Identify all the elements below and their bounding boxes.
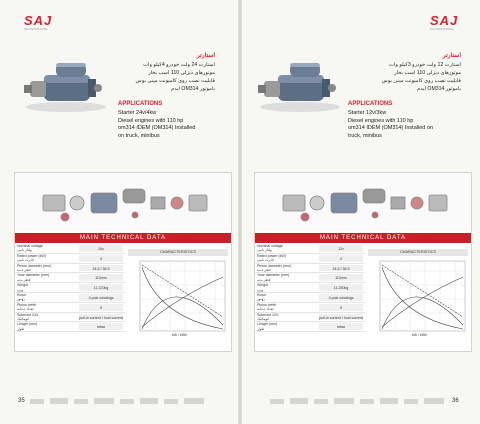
applications-heading: APPLICATIONS	[118, 101, 163, 107]
footer-vehicle-icons	[270, 396, 450, 406]
spec-row: Rated power (kW) قدرت نامی 4	[15, 254, 125, 264]
product-title-fa: استارتر	[442, 53, 461, 59]
applications-heading: APPLICATIONS	[348, 101, 393, 107]
saj-logo-right: SAJ SAJ INDUSTRIAL	[430, 13, 459, 31]
characteristics-chart	[128, 249, 228, 341]
starter-motor-image	[22, 55, 110, 115]
spec-row: Weight وزن 11.220kg	[15, 283, 125, 293]
spec-row: Rated power (kW) قدرت نامی 3	[255, 254, 365, 264]
spec-row: Length (mm) طول mbar	[255, 322, 365, 332]
footer-vehicle-icons	[30, 396, 210, 406]
starter-motor-image	[256, 55, 344, 115]
product-title-fa: استارتر	[196, 53, 215, 59]
chart-xlabel: kW / kWh	[412, 333, 427, 337]
characteristics-chart	[368, 249, 468, 341]
product-description-fa: استارت 12 ولت خودرو 3کیلو وات موتورهای دیزلی 110 اسب بخار قابلیت نصب روی کامیونت مینی بوس باموتور OM314 ایدم	[381, 62, 461, 92]
spec-row: Solenoid 12V اتوماتیک pull-in current / hold current	[255, 313, 365, 323]
spec-table	[255, 244, 365, 332]
chart-xlabel: kW / kWh	[172, 333, 187, 337]
spec-panel-left	[14, 172, 232, 352]
saj-logo-left: SAJ SAJ INDUSTRIAL	[24, 13, 53, 31]
spec-row: Nominal voltage ولتاژ نامی 12v	[255, 244, 365, 254]
spec-row: Pinion teeth تعداد دندانه 9	[15, 303, 125, 313]
spec-row: Pinion diameter (mm) قطر دنده 34.5 / 36.5	[15, 264, 125, 274]
exploded-view-image	[15, 173, 231, 231]
spec-row: Length (mm) طول mbar	[15, 322, 125, 332]
spec-row: Solenoid 24V اتوماتیک pull-in current / hold current	[15, 313, 125, 323]
page-number-left: 35	[18, 398, 25, 404]
spec-panel-right	[254, 172, 472, 352]
characteristics-curves	[368, 257, 468, 341]
exploded-view-image	[255, 173, 471, 231]
characteristics-curves	[128, 257, 228, 341]
spec-row: Yoke diameter (mm) قطر بدنه 113mm	[255, 273, 365, 283]
product-description-fa: استارت 24 ولت خودرو 4کیلو وات موتورهای دیزلی 110 اسب بخار قابلیت نصب روی کامیونت مینی بوس باموتور OM314 ایدم	[135, 62, 215, 92]
main-technical-data-banner: MAIN TECHNICAL DATA	[255, 233, 471, 243]
chart-header: CHARACTERISTICS	[368, 249, 468, 256]
spec-row: Yoke diameter (mm) قطر بدنه 113mm	[15, 273, 125, 283]
spec-row: Rotor روتور 4 pole windings	[255, 293, 365, 303]
spec-row: Pinion diameter (mm) قطر دنده 34.5 / 36.5	[255, 264, 365, 274]
spec-row: Pinion teeth تعداد دندانه 9	[255, 303, 365, 313]
spec-row: Rotor روتور 4 pole windings	[15, 293, 125, 303]
spec-table	[15, 244, 125, 332]
page-number-right: 36	[452, 398, 459, 404]
spec-row: Weight وزن 11.250kg	[255, 283, 365, 293]
main-technical-data-banner: MAIN TECHNICAL DATA	[15, 233, 231, 243]
applications-text: Starter 12v/3kw Diesel engines with 110 hp om314 IDEM (OM314) Installed on truck, minibus	[348, 110, 433, 139]
applications-text: Starter 24v/4kw Diesel engines with 110 hp om314 IDEM (OM314) Installed on truck, minibus	[118, 110, 196, 139]
spec-row: Nominal voltage ولتاژ نامی 24v	[15, 244, 125, 254]
book-gutter	[238, 0, 242, 424]
chart-header: CHARACTERISTICS	[128, 249, 228, 256]
